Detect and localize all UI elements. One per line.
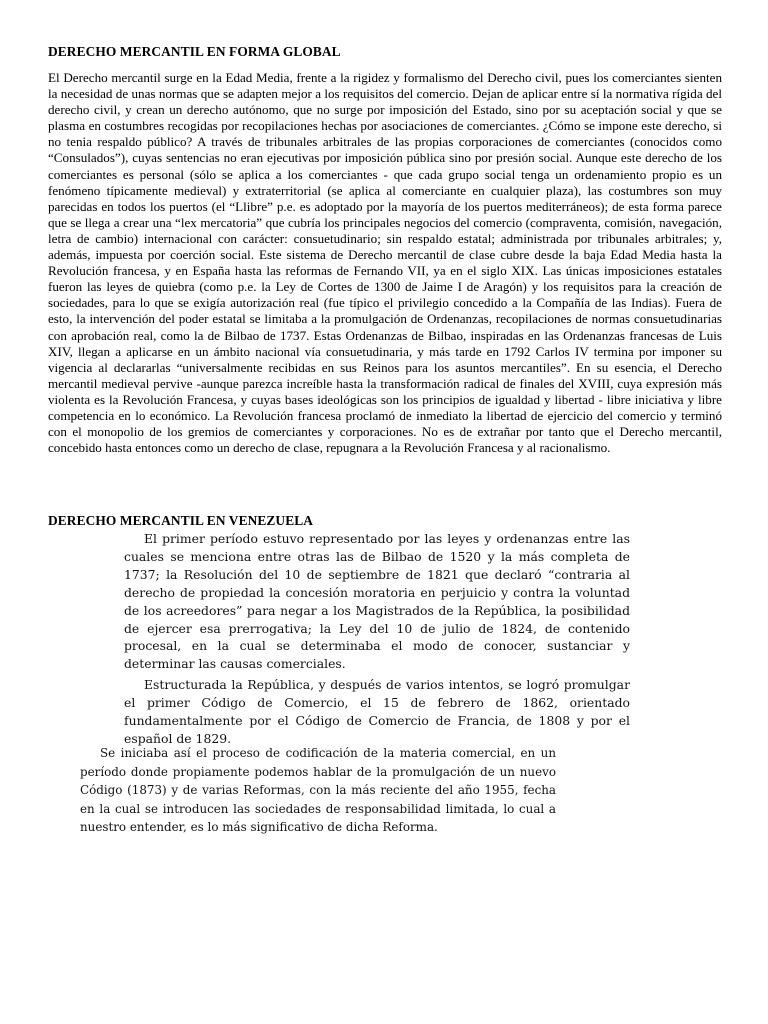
scanned-excerpt-2 <box>80 744 556 837</box>
scanned-paragraph: El primer período estuvo representado por las leyes y ordenanzas entre las cuales se menciona entre otras las de Bilbao de 1520 y la más completa de 1737; la Resolución del 10 de septiembre de 1821 que declaró “contraria al derecho de propiedad la concesión moratoria en perjuicio y contra la voluntad de los acreedores” para negar a los Magistrados de la República, la posibilidad de ejercer esa prerrogativa; la Ley del 10 de julio de 1824, de contenido procesal, en la cual se determinaba el modo de conocer, sustanciar y determinar las causas comerciales. <box>124 531 630 672</box>
section-heading-venezuela: DERECHO MERCANTIL EN VENEZUELA <box>48 513 314 528</box>
section-heading-global: DERECHO MERCANTIL EN FORMA GLOBAL <box>48 44 341 59</box>
section-body-global: El Derecho mercantil surge en la Edad Media, frente a la rigidez y formalismo del Derecho civil, pues los comerciantes sienten la necesidad de unas normas que se adapten mejor a los requisitos del comercio. Dejan de aplicar entre sí la normativa rígida del derecho civil, y crean un derecho autónomo, que no surge por imposición del Estado, sino por su aceptación social y que se plasma en costumbres recogidas por recopilaciones hechas por asociaciones de comerciantes. ¿Cómo se impone este derecho, si no tenia respaldo público? A través de tribunales arbitrales de las propias corporaciones de comerciantes (conocidos como “Consulados”), cuyas sentencias no eran ejecutivas por imposición pública sino por presión social. Aunque este derecho de los comerciantes es personal (sólo se aplica a los comerciantes - que cada grupo social tenga un ordenamiento propio es un fenómeno típicamente medieval) y extraterritorial (se aplica al comerciante en cualquier plaza), las costumbres son muy parecidas en todos los puertos (el “Llibre” p.e. es adoptado por la mayoría de los puertos mediterráneos); de esta forma parece que se llega a crear una “lex mercatoria” que cubría los principales negocios del comercio (compraventa, comisión, navegación, letra de cambio) internacional con carácter: consuetudinario; sin respaldo estatal; administrada por tribunales arbitrales; y, además, impuesta por coerción social. Este sistema de Derecho mercantil de clase cubre desde la baja Edad Media hasta la Revolución francesa, y en España hasta las reformas de Fernando VII, ya en el siglo XIX. Las únicas imposiciones estatales fueron las leyes de quiebra (como p.e. la Ley de Cortes de 1300 de Jaime I de Aragón) y los requisitos para la creación de sociedades, para lo que se exigía autorización real (fue típico el privilegio concedido a la Compañía de las Indias). Fuera de esto, la intervención del poder estatal se limitaba a la promulgación de Ordenanzas, recopilaciones de normas consuetudinarias con aprobación real, como la de Bilbao de 1737. Estas Ordenanzas de Bilbao, inspiradas en las Ordenanzas francesas de Luis XIV, llegan a aplicarse en un ámbito nacional vía consuetudinaria, y más tarde en 1792 Carlos IV termina por imponer su vigencia al declararlas “universalmente recibidas en sus Reinos para los asuntos mercantiles”. En su esencia, el Derecho mercantil medieval pervive -aunque parezca increíble hasta la transformación radical de finales del XVIII, cuya expresión más violenta es la Revolución Francesa, y cuyas bases ideológicas son los principios de igualdad y libertad - libre iniciativa y libre competencia en lo económico. La Revolución francesa proclamó de inmediato la libertad de ejercicio del comercio y terminó con el monopolio de los gremios de comerciantes y corporaciones. No es de extrañar por tanto que el Derecho mercantil, concebido hasta entonces como un derecho de clase, repugnara a la Revolución Francesa y al racionalismo. <box>48 70 722 456</box>
scanned-paragraph: Se iniciaba así el proceso de codificación de la materia comercial, en un período donde propiamente podemos hablar de la promulgación de un nuevo Código (1873) y de varias Reformas, con la más reciente del año 1955, fecha en la cual se introducen las sociedades de responsabilidad limitada, lo cual a nuestro entender, es lo más significativo de dicha Reforma. <box>80 746 556 835</box>
scanned-paragraph: Estructurada la República, y después de varios intentos, se logró promulgar el primer Código de Comercio, el 15 de febrero de 1862, orientado fundamentalmente por el Código de Comercio de Francia, de 1808 y por el español de 1829. <box>124 677 630 746</box>
scanned-excerpt-1 <box>124 530 630 748</box>
